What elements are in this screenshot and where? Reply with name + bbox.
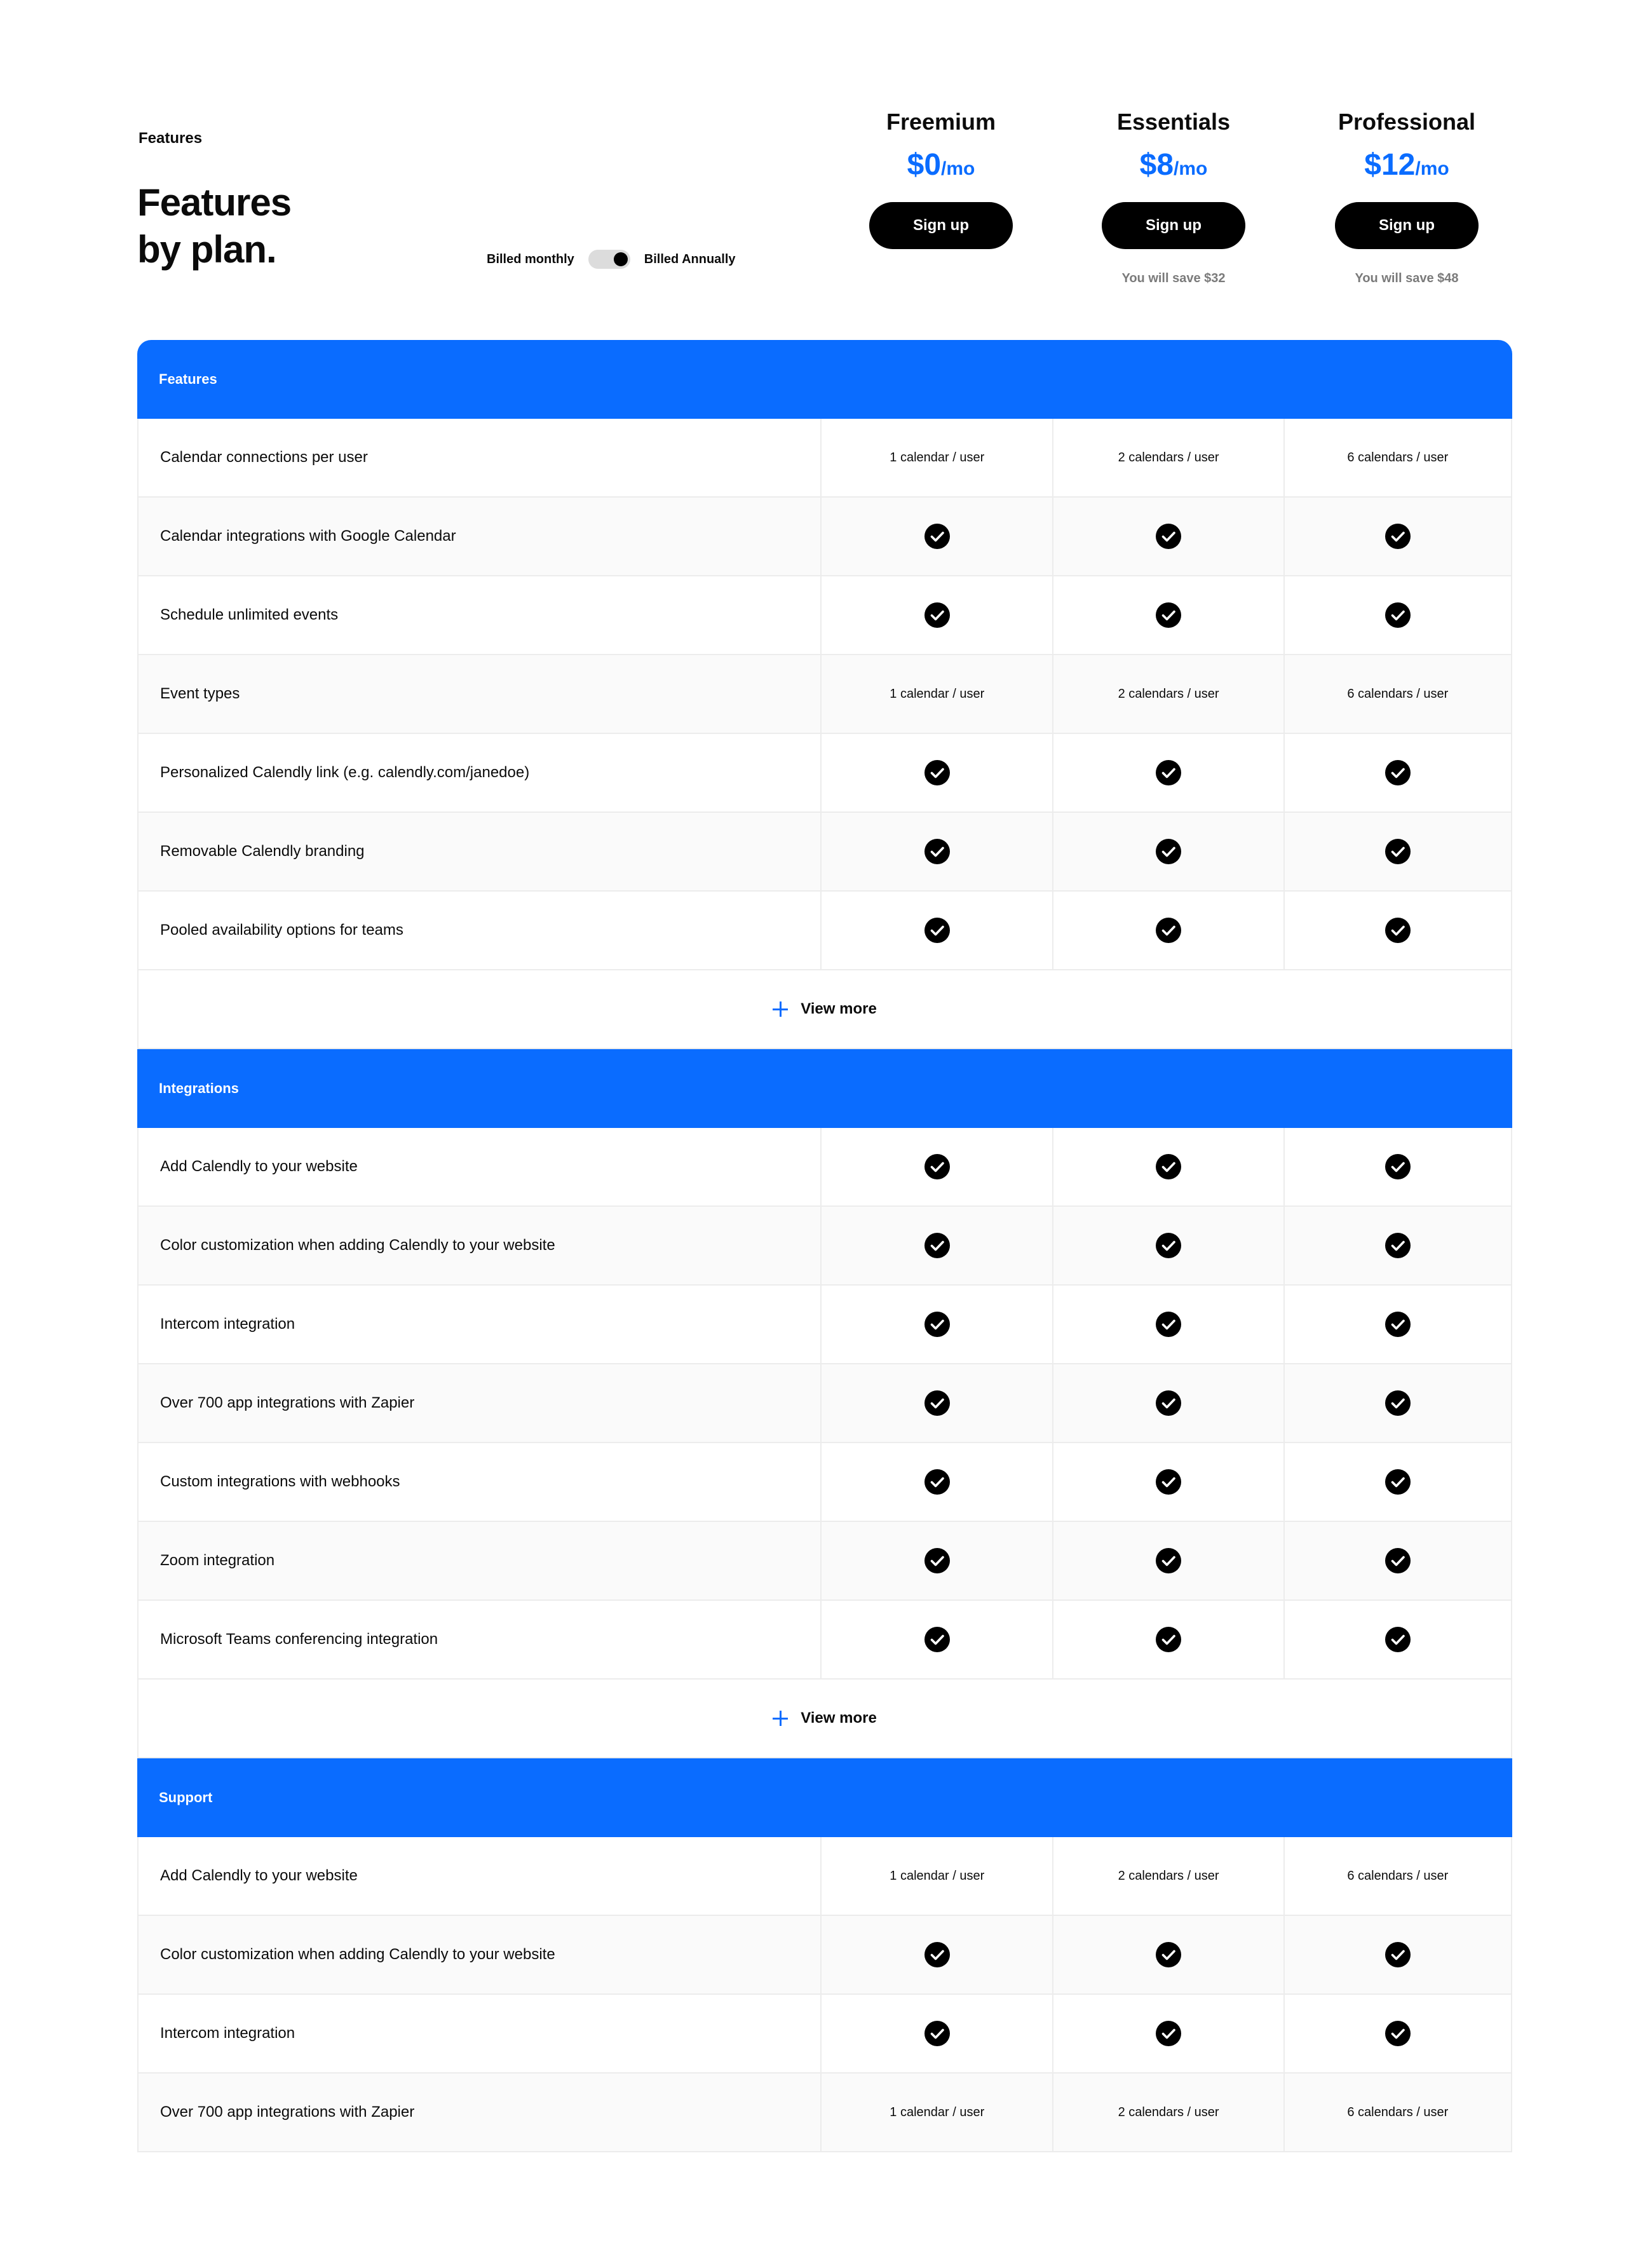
- table-row: [137, 655, 1512, 734]
- plan-cell-essentials: [1052, 655, 1283, 733]
- table-row: [137, 1601, 1512, 1680]
- table-row: [137, 1128, 1512, 1207]
- cell-value: 2 calendars / user: [1118, 2105, 1219, 2119]
- check-circle-icon: [1385, 602, 1411, 628]
- table-row: [137, 2074, 1512, 2152]
- table-row: [137, 734, 1512, 813]
- table-row: [137, 1364, 1512, 1443]
- plus-icon: [773, 1001, 788, 1017]
- feature-label: Intercom integration: [139, 1286, 822, 1363]
- plan-cell-essentials: [1052, 498, 1283, 575]
- plan-savings: [846, 271, 1036, 286]
- feature-label: Intercom integration: [139, 1995, 822, 2072]
- feature-label: Personalized Calendly link (e.g. calendly.com/janedoe): [139, 734, 822, 811]
- cell-value: 2 calendars / user: [1118, 686, 1219, 701]
- price-amount: $8: [1139, 148, 1174, 182]
- plan-cell-freemium: [822, 1522, 1052, 1599]
- sign-up-button-freemium[interactable]: Sign up: [869, 202, 1013, 249]
- feature-label: Event types: [139, 655, 822, 733]
- plan-cell-professional: [1283, 1837, 1511, 1915]
- plan-cell-essentials: [1052, 1916, 1283, 1993]
- plan-cell-essentials: [1052, 2074, 1283, 2151]
- toggle-knob: [614, 252, 628, 266]
- feature-comparison-table: [137, 340, 1512, 2152]
- plan-cell-freemium: [822, 655, 1052, 733]
- table-row: [137, 419, 1512, 498]
- feature-label: Over 700 app integrations with Zapier: [139, 1364, 822, 1442]
- check-circle-icon: [1385, 2021, 1411, 2046]
- check-circle-icon: [1156, 918, 1181, 943]
- price-period: /mo: [1415, 158, 1449, 179]
- plan-cell-freemium: [822, 1837, 1052, 1915]
- plan-cell-professional: [1283, 2074, 1511, 2151]
- table-row: [137, 1522, 1512, 1601]
- section-header-integrations: Integrations: [137, 1049, 1512, 1128]
- plan-cell-professional: [1283, 1916, 1511, 1993]
- check-circle-icon: [924, 602, 950, 628]
- plan-cell-freemium: [822, 576, 1052, 654]
- cell-value: 6 calendars / user: [1347, 1868, 1449, 1883]
- check-circle-icon: [1385, 918, 1411, 943]
- cell-value: 1 calendar / user: [890, 1868, 985, 1883]
- plan-cell-professional: [1283, 1522, 1511, 1599]
- check-circle-icon: [1385, 1942, 1411, 1967]
- check-circle-icon: [1156, 602, 1181, 628]
- plan-cell-essentials: [1052, 1522, 1283, 1599]
- plan-cell-freemium: [822, 1916, 1052, 1993]
- check-circle-icon: [1156, 760, 1181, 785]
- eyebrow-label: Features: [139, 130, 203, 147]
- plan-cell-freemium: [822, 1601, 1052, 1678]
- plan-price: [846, 146, 1036, 184]
- plan-cell-professional: [1283, 419, 1511, 496]
- view-more-label: View more: [801, 1000, 877, 1017]
- section-header-features: Features: [137, 340, 1512, 419]
- plan-freemium: [846, 107, 1036, 286]
- plan-cell-professional: [1283, 1364, 1511, 1442]
- plan-cell-essentials: [1052, 1286, 1283, 1363]
- check-circle-icon: [924, 1548, 950, 1573]
- plan-cell-professional: [1283, 1207, 1511, 1284]
- plan-cell-professional: [1283, 498, 1511, 575]
- plan-cell-freemium: [822, 1364, 1052, 1442]
- cell-value: 1 calendar / user: [890, 2105, 985, 2119]
- plan-cell-essentials: [1052, 1207, 1283, 1284]
- price-amount: $12: [1364, 148, 1416, 182]
- check-circle-icon: [1385, 1312, 1411, 1337]
- check-circle-icon: [1156, 1233, 1181, 1258]
- feature-label: Removable Calendly branding: [139, 813, 822, 890]
- check-circle-icon: [1385, 1233, 1411, 1258]
- plan-cell-freemium: [822, 1995, 1052, 2072]
- plan-cell-professional: [1283, 1128, 1511, 1205]
- view-more-label: View more: [801, 1709, 877, 1727]
- check-circle-icon: [1156, 1154, 1181, 1179]
- sign-up-button-essentials[interactable]: Sign up: [1102, 202, 1245, 249]
- table-row: [137, 1286, 1512, 1364]
- check-circle-icon: [924, 1390, 950, 1416]
- plan-price: [1078, 146, 1269, 184]
- plan-cell-freemium: [822, 419, 1052, 496]
- plan-professional: [1311, 107, 1502, 286]
- check-circle-icon: [1156, 524, 1181, 549]
- page-title-line-1: Features: [137, 181, 292, 224]
- page-title: [137, 179, 291, 273]
- section-header-support: Support: [137, 1758, 1512, 1837]
- check-circle-icon: [1156, 1312, 1181, 1337]
- plan-cell-professional: [1283, 1995, 1511, 2072]
- billed-monthly-label[interactable]: Billed monthly: [487, 252, 574, 266]
- plan-cell-essentials: [1052, 813, 1283, 890]
- plan-savings: You will save $32: [1121, 271, 1226, 285]
- feature-label: Calendar integrations with Google Calendar: [139, 498, 822, 575]
- plan-cell-essentials: [1052, 892, 1283, 969]
- sign-up-button-professional[interactable]: Sign up: [1335, 202, 1479, 249]
- check-circle-icon: [924, 1154, 950, 1179]
- feature-label: Pooled availability options for teams: [139, 892, 822, 969]
- feature-label: Add Calendly to your website: [139, 1837, 822, 1915]
- check-circle-icon: [1156, 1627, 1181, 1652]
- cell-value: 6 calendars / user: [1347, 450, 1449, 465]
- cell-value: 1 calendar / user: [890, 450, 985, 465]
- view-more-button-features[interactable]: [137, 970, 1512, 1049]
- check-circle-icon: [924, 839, 950, 864]
- plan-cell-essentials: [1052, 1995, 1283, 2072]
- plan-cell-professional: [1283, 734, 1511, 811]
- feature-label: Zoom integration: [139, 1522, 822, 1599]
- plan-cell-essentials: [1052, 1443, 1283, 1521]
- feature-label: Add Calendly to your website: [139, 1128, 822, 1205]
- table-row: [137, 1995, 1512, 2074]
- table-row: [137, 1837, 1512, 1916]
- check-circle-icon: [924, 918, 950, 943]
- plan-cell-professional: [1283, 892, 1511, 969]
- plan-cell-professional: [1283, 813, 1511, 890]
- price-amount: $0: [907, 148, 942, 182]
- plan-cell-essentials: [1052, 419, 1283, 496]
- plan-name: Essentials: [1116, 109, 1231, 135]
- plan-essentials: [1078, 107, 1269, 286]
- plan-name: Freemium: [886, 109, 996, 135]
- table-row: [137, 498, 1512, 576]
- plan-cell-freemium: [822, 734, 1052, 811]
- feature-label: Calendar connections per user: [139, 419, 822, 496]
- plan-cell-freemium: [822, 813, 1052, 890]
- plan-name: Professional: [1337, 109, 1476, 135]
- plan-cell-professional: [1283, 655, 1511, 733]
- check-circle-icon: [924, 524, 950, 549]
- feature-label: Color customization when adding Calendly to your website: [139, 1916, 822, 1993]
- check-circle-icon: [924, 1469, 950, 1495]
- view-more-button-integrations[interactable]: [137, 1680, 1512, 1758]
- plan-cell-freemium: [822, 498, 1052, 575]
- cell-value: 6 calendars / user: [1347, 2105, 1449, 2119]
- check-circle-icon: [924, 2021, 950, 2046]
- check-circle-icon: [924, 1312, 950, 1337]
- cell-value: 2 calendars / user: [1118, 450, 1219, 465]
- plan-cell-essentials: [1052, 1837, 1283, 1915]
- check-circle-icon: [1385, 1154, 1411, 1179]
- plan-cell-essentials: [1052, 1364, 1283, 1442]
- plan-cell-freemium: [822, 1286, 1052, 1363]
- plan-cell-professional: [1283, 1601, 1511, 1678]
- table-row: [137, 892, 1512, 970]
- check-circle-icon: [1156, 1390, 1181, 1416]
- table-row: [137, 576, 1512, 655]
- plan-cell-professional: [1283, 1286, 1511, 1363]
- plan-savings: You will save $48: [1355, 271, 1459, 285]
- table-row: [137, 813, 1512, 892]
- table-row: [137, 1443, 1512, 1522]
- plan-cell-essentials: [1052, 1601, 1283, 1678]
- billing-switch: [487, 247, 736, 272]
- feature-label: Custom integrations with webhooks: [139, 1443, 822, 1521]
- plan-cell-freemium: [822, 1443, 1052, 1521]
- price-period: /mo: [1174, 158, 1208, 179]
- feature-label: Microsoft Teams conferencing integration: [139, 1601, 822, 1678]
- check-circle-icon: [1156, 1942, 1181, 1967]
- plus-icon: [773, 1711, 788, 1726]
- plan-cell-freemium: [822, 1207, 1052, 1284]
- check-circle-icon: [1385, 1627, 1411, 1652]
- check-circle-icon: [924, 1942, 950, 1967]
- check-circle-icon: [1156, 839, 1181, 864]
- cell-value: 2 calendars / user: [1118, 1868, 1219, 1883]
- plan-cell-essentials: [1052, 1128, 1283, 1205]
- check-circle-icon: [924, 760, 950, 785]
- cell-value: 1 calendar / user: [890, 686, 985, 701]
- plan-cell-professional: [1283, 576, 1511, 654]
- check-circle-icon: [1385, 839, 1411, 864]
- check-circle-icon: [1385, 1390, 1411, 1416]
- check-circle-icon: [1156, 2021, 1181, 2046]
- feature-label: Over 700 app integrations with Zapier: [139, 2074, 822, 2151]
- plan-cell-essentials: [1052, 576, 1283, 654]
- feature-label: Color customization when adding Calendly to your website: [139, 1207, 822, 1284]
- plan-cell-essentials: [1052, 734, 1283, 811]
- check-circle-icon: [924, 1233, 950, 1258]
- cell-value: 6 calendars / user: [1347, 686, 1449, 701]
- table-row: [137, 1916, 1512, 1995]
- check-circle-icon: [1156, 1469, 1181, 1495]
- billed-annually-label[interactable]: Billed Annually: [644, 252, 736, 266]
- check-circle-icon: [1156, 1548, 1181, 1573]
- plan-cell-freemium: [822, 892, 1052, 969]
- check-circle-icon: [1385, 760, 1411, 785]
- check-circle-icon: [1385, 1469, 1411, 1495]
- plan-cell-freemium: [822, 1128, 1052, 1205]
- table-row: [137, 1207, 1512, 1286]
- price-period: /mo: [941, 158, 975, 179]
- feature-label: Schedule unlimited events: [139, 576, 822, 654]
- check-circle-icon: [1385, 1548, 1411, 1573]
- billing-toggle[interactable]: [588, 250, 630, 269]
- check-circle-icon: [924, 1627, 950, 1652]
- plan-cell-professional: [1283, 1443, 1511, 1521]
- plan-cell-freemium: [822, 2074, 1052, 2151]
- plan-price: [1311, 146, 1502, 184]
- page-title-line-2: by plan.: [137, 228, 276, 271]
- check-circle-icon: [1385, 524, 1411, 549]
